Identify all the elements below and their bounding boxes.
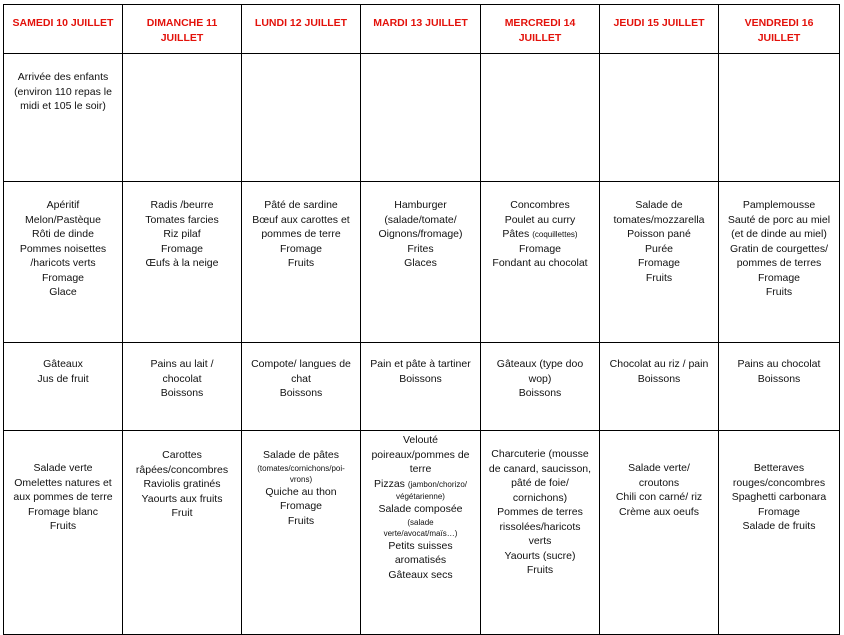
menu-item: Boissons: [757, 372, 801, 385]
menu-item: Boissons: [279, 387, 323, 399]
menu-item: (salade: [407, 517, 434, 527]
menu-item: Betteraves: [753, 462, 805, 474]
menu-table: [3, 4, 840, 635]
lunch-cell: [719, 182, 840, 343]
menu-item: Fondant au chocolat: [492, 257, 588, 269]
snack-cell: [242, 343, 361, 431]
menu-item: Pommes noisettes: [19, 242, 107, 255]
menu-item: Fruit: [171, 507, 193, 519]
dinner-cell: [4, 431, 123, 635]
day-header: VENDREDI 16 JUILLET: [719, 5, 840, 54]
menu-item: Fruits: [287, 514, 315, 527]
menu-item: Pâtes: [502, 228, 530, 240]
menu-item: Boissons: [160, 387, 204, 399]
lunch-row: [4, 182, 840, 343]
menu-item: Boissons: [637, 372, 681, 385]
header-row: [4, 5, 840, 54]
menu-item: Chocolat au riz / pain: [609, 358, 709, 370]
menu-item: Pains au lait /: [150, 358, 214, 370]
menu-item: Gâteaux secs: [388, 568, 453, 581]
menu-item: pâté de foie/: [511, 477, 569, 489]
menu-item: Fromage: [41, 271, 84, 284]
menu-item: poireaux/pommes de: [371, 448, 470, 461]
lunch-cell: [481, 182, 600, 343]
menu-item: verte/avocat/maïs…): [383, 528, 458, 538]
menu-item: Pains au chocolat: [737, 358, 821, 370]
menu-item: Fruits: [526, 564, 554, 576]
lunch-cell: [600, 182, 719, 343]
menu-item: chocolat: [162, 372, 202, 385]
menu-item: Quiche au thon: [265, 485, 337, 498]
menu-item: (salade/tomate/: [384, 213, 457, 226]
menu-item: Fruits: [645, 271, 673, 284]
menu-item: végétarienne): [396, 492, 445, 501]
empty-cell: [600, 54, 719, 182]
menu-item: Hamburger: [394, 199, 447, 211]
day-header: DIMANCHE 11 JUILLET: [123, 5, 242, 54]
snack-cell: [123, 343, 242, 431]
lunch-cell: [361, 182, 481, 343]
menu-item: Apéritif: [46, 199, 80, 211]
menu-item: Spaghetti carbonara: [731, 491, 827, 503]
menu-item: Fromage: [279, 500, 322, 512]
menu-item: rissolées/haricots: [499, 520, 581, 533]
dinner-row: [4, 431, 840, 635]
menu-item: Gratin de courgettes/: [729, 242, 829, 255]
dinner-cell: [719, 431, 840, 635]
menu-item: terre: [409, 463, 432, 475]
menu-item: (coquillettes): [532, 230, 578, 239]
snack-row: [4, 343, 840, 431]
menu-item: Poisson pané: [627, 228, 691, 240]
menu-item: Fruits: [49, 520, 77, 532]
menu-item: Boissons: [399, 372, 442, 385]
menu-item: aromatisés: [394, 554, 447, 566]
menu-item: Fromage: [160, 242, 203, 255]
day-header: MERCREDI 14 JUILLET: [481, 5, 600, 54]
day-header: LUNDI 12 JUILLET: [242, 5, 361, 54]
menu-item: Pain et pâte à tartiner: [370, 358, 471, 370]
menu-item: Fromage: [757, 505, 800, 518]
menu-item: /haricots verts: [30, 257, 96, 269]
snack-cell: [361, 343, 481, 431]
menu-item: Rôti de dinde: [32, 228, 94, 240]
menu-item: (et de dinde au miel): [731, 228, 827, 240]
day-header: MARDI 13 JUILLET: [361, 5, 481, 54]
dinner-cell: [123, 431, 242, 635]
arrival-cell: Arrivée des enfants (environ 110 repas le midi et 105 le soir): [4, 54, 123, 182]
menu-item: Velouté: [402, 434, 439, 446]
menu-item: Salade de: [635, 199, 683, 211]
dinner-cell: [600, 431, 719, 635]
menu-item: Fromage: [637, 257, 680, 269]
menu-item: Yaourts (sucre): [504, 549, 576, 562]
menu-item: vrons): [289, 474, 313, 484]
menu-item: Poulet au curry: [504, 213, 576, 226]
menu-item: Bœuf aux carottes et: [252, 213, 350, 226]
menu-item: Gâteaux: [43, 358, 83, 370]
menu-item: Fromage blanc: [27, 505, 99, 518]
menu-item: Carottes: [162, 449, 202, 461]
menu-item: Pommes de terres: [497, 506, 583, 518]
snack-cell: [481, 343, 600, 431]
menu-item: Tomates farcies: [145, 213, 219, 226]
menu-item: Fromage: [279, 242, 322, 255]
menu-item: Salade de fruits: [742, 520, 816, 532]
menu-item: chat: [291, 372, 311, 385]
menu-item: Œufs à la neige: [145, 257, 219, 269]
dinner-cell: [481, 431, 600, 635]
empty-cell: [719, 54, 840, 182]
menu-item: rouges/concombres: [732, 476, 826, 489]
dinner-cell: [242, 431, 361, 635]
menu-item: Glace: [49, 286, 77, 298]
lunch-cell: [123, 182, 242, 343]
snack-cell: [719, 343, 840, 431]
menu-item: Jus de fruit: [37, 372, 89, 385]
menu-item: Boissons: [518, 387, 562, 399]
empty-cell: [361, 54, 481, 182]
menu-item: Pamplemousse: [742, 199, 816, 211]
menu-item: Frites: [407, 242, 434, 255]
menu-item: Radis /beurre: [150, 199, 214, 211]
menu-item: râpées/concombres: [135, 463, 229, 476]
menu-item: pommes de terre: [261, 228, 341, 240]
menu-item: Fromage: [757, 271, 800, 284]
menu-item: Pâté de sardine: [264, 199, 338, 211]
menu-item: Pizzas: [374, 477, 405, 490]
menu-item: Fruits: [765, 286, 793, 298]
menu-item: (tomates/cornichons/poi-: [257, 463, 345, 473]
menu-item: Fromage: [518, 242, 561, 255]
menu-item: Salade verte: [33, 462, 93, 474]
lunch-cell: [242, 182, 361, 343]
menu-item: Riz pilaf: [163, 228, 201, 240]
menu-item: cornichons): [512, 491, 568, 504]
menu-item: Oignons/fromage): [378, 228, 463, 240]
menu-item: Raviolis gratinés: [143, 478, 221, 490]
snack-cell: [4, 343, 123, 431]
dinner-cell: [361, 431, 481, 635]
menu-item: Concombres: [510, 199, 570, 211]
menu-item: Sauté de porc au miel: [727, 213, 831, 226]
menu-item: verts: [528, 535, 552, 547]
menu-item: Petits suisses: [388, 539, 453, 552]
menu-item: Purée: [644, 242, 674, 255]
menu-item: Yaourts aux fruits: [141, 492, 223, 505]
menu-item: tomates/mozzarella: [613, 213, 705, 226]
empty-cell: [481, 54, 600, 182]
menu-item: aux pommes de terre: [13, 491, 113, 503]
day-header: SAMEDI 10 JUILLET: [4, 5, 123, 54]
empty-cell: [123, 54, 242, 182]
lunch-cell: [4, 182, 123, 343]
menu-item: Compote/ langues de: [251, 358, 351, 370]
snack-cell: [600, 343, 719, 431]
menu-item: Omelettes natures et: [14, 476, 112, 489]
menu-item: Gâteaux (type doo: [496, 358, 584, 370]
empty-cell: [242, 54, 361, 182]
menu-item: Charcuterie (mousse: [491, 448, 589, 460]
menu-item: Salade de pâtes: [263, 449, 339, 461]
menu-item: Crème aux oeufs: [619, 505, 699, 518]
day-header: JEUDI 15 JUILLET: [600, 5, 719, 54]
menu-item: de canard, saucisson,: [488, 462, 592, 475]
menu-item: Salade verte/: [628, 462, 690, 474]
menu-item: Melon/Pastèque: [25, 213, 101, 226]
menu-item: pommes de terres: [736, 257, 822, 269]
menu-item: Glaces: [404, 257, 437, 269]
menu-item: (jambon/chorizo/: [407, 479, 467, 489]
menu-item: Salade composée: [378, 503, 463, 515]
menu-item: Fruits: [287, 257, 315, 269]
menu-item: Chili con carné/ riz: [615, 491, 703, 503]
menu-item: croutons: [638, 476, 680, 489]
arrival-row: [4, 54, 840, 182]
menu-item: wop): [528, 372, 552, 385]
